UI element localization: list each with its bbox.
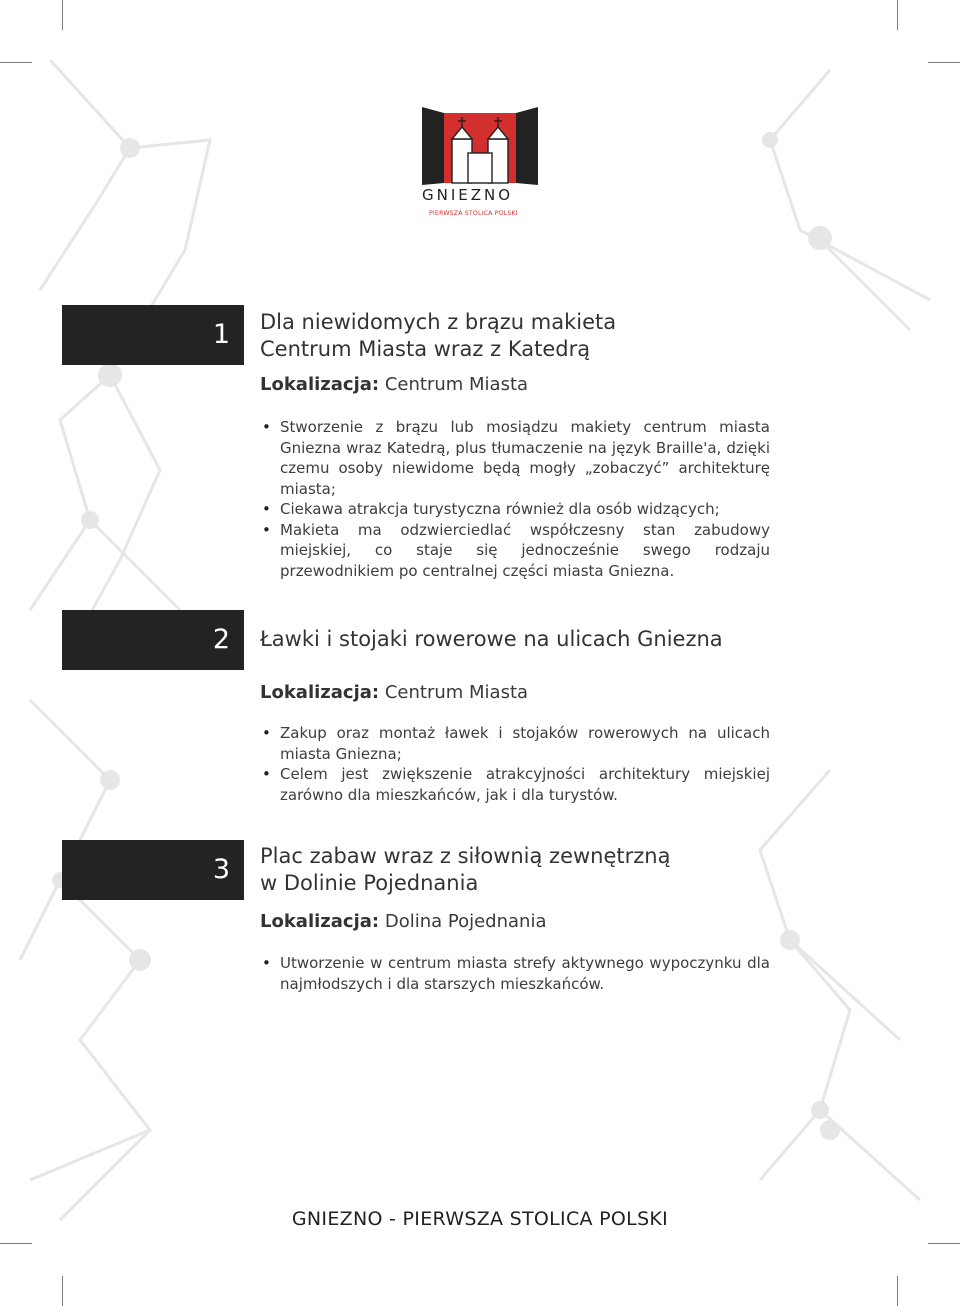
list-item: • Stworzenie z brązu lub mosiądzu makiety centrum miasta Gniezna wraz Katedrą, plus tłumaczenie na język Braille'a, dzięki czemu osoby niewidome będą mogły „zobaczyć” architekturę miasta; [262,417,770,499]
section-location-3 [260,911,546,932]
location-label: Lokalizacja: [260,911,380,932]
location-label: Lokalizacja: [260,374,380,395]
section-number-2: 2 [62,610,244,670]
location-value: Centrum Miasta [379,374,529,395]
section-location-1 [260,374,528,395]
list-item: • Utworzenie w centrum miasta strefy aktywnego wypoczynku dla najmłodszych i dla starszych mieszkańców. [262,953,770,994]
section-bullets-1 [262,417,770,581]
section-title-line: Plac zabaw wraz z siłownią zewnętrzną [260,844,671,868]
location-value: Centrum Miasta [379,682,529,703]
list-item: • Zakup oraz montaż ławek i stojaków rowerowych na ulicach miasta Gniezna; [262,723,770,764]
logo-tagline: PIERWSZA STOLICA POLSKI [429,210,518,217]
section-bullets-3 [262,953,770,994]
list-item: • Ciekawa atrakcja turystyczna również dla osób widzących; [262,499,770,520]
list-item: • Makieta ma odzwierciedlać współczesny stan zabudowy miejskiej, co staje się jednocześnie swego rodzaju przewodnikiem po centralnej części miasta Gniezna. [262,520,770,582]
logo-wordmark: GNIEZNO [422,186,514,204]
section-title-line: Ławki i stojaki rowerowe na ulicach Gniezna [260,627,723,651]
section-title-line: w Dolinie Pojednania [260,871,479,895]
section-location-2 [260,682,528,703]
section-title-line: Centrum Miasta wraz z Katedrą [260,337,591,361]
section-number-1: 1 [62,305,244,365]
footer-title: GNIEZNO - PIERWSZA STOLICA POLSKI [291,1208,669,1230]
section-bullets-2 [262,723,770,805]
location-label: Lokalizacja: [260,682,380,703]
section-title-line: Dla niewidomych z brązu makieta [260,310,617,334]
section-title-3 [260,843,670,897]
location-value: Dolina Pojednania [379,911,547,932]
section-title-2 [260,626,723,653]
list-item: • Celem jest zwiększenie atrakcyjności architektury miejskiej zarówno dla mieszkańców, jak i dla turystów. [262,764,770,805]
gniezno-logo [418,103,542,227]
section-title-1 [260,309,616,363]
section-number-3: 3 [62,840,244,900]
